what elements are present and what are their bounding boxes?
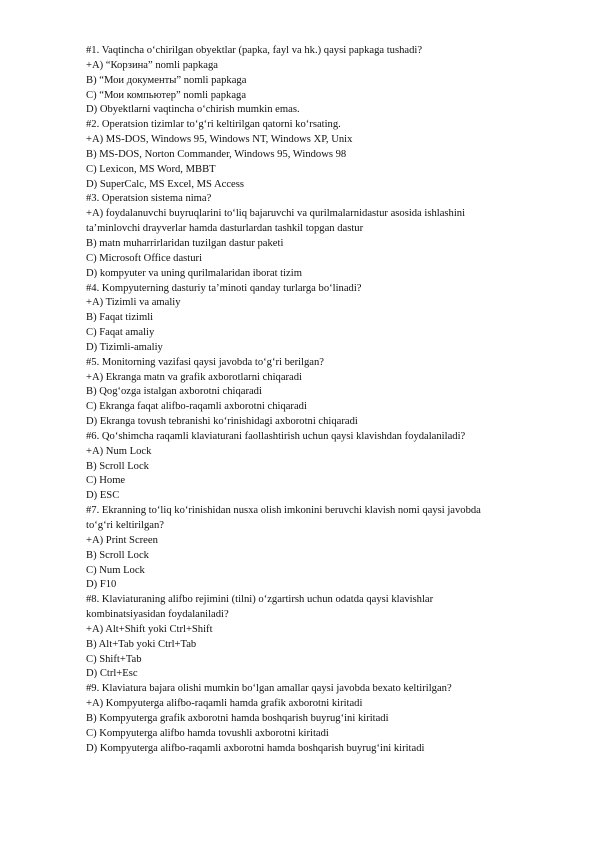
question-3-option-b: B) matn muharrirlaridan tuzilgan dastur paketi xyxy=(86,237,284,249)
question-7-text-line-1: #7. Ekranning to‘liq ko‘rinishidan nusxa olish imkonini beruvchi klavish nomi qaysi javobda xyxy=(86,505,481,517)
question-7-option-a: +A) Print Screen xyxy=(86,534,158,546)
question-1-option-c: C) “Мои компьютер” nomli papkaga xyxy=(86,89,247,101)
question-8-option-b: B) Alt+Tab yoki Ctrl+Tab xyxy=(86,638,197,650)
question-3-option-c: C) Microsoft Office dasturi xyxy=(86,252,203,264)
question-9-option-a: +A) Kompyuterga alifbo-raqamli hamda grafik axborotni kiritadi xyxy=(86,698,363,710)
question-7-option-b: B) Scroll Lock xyxy=(86,549,149,561)
question-4-option-b: B) Faqat tizimli xyxy=(86,312,154,324)
question-6-option-a: +A) Num Lock xyxy=(86,445,152,457)
question-9-option-b: B) Kompyuterga grafik axborotni hamda boshqarish buyrug‘ini kiritadi xyxy=(86,712,389,724)
question-9-option-c: C) Kompyuterga alifbo hamda tovushli axborotni kiritadi xyxy=(86,727,329,739)
question-8-option-d: D) Ctrl+Esc xyxy=(86,668,138,680)
question-3-option-a-line-1: +A) foydalanuvchi buyruqlarini to‘liq bajaruvchi va qurilmalarnidastur asosida ishlashini xyxy=(86,208,466,220)
question-9-text: #9. Klaviatura bajara olishi mumkin bo‘lgan amallar qaysi javobda bexato keltirilgan? xyxy=(86,683,452,695)
question-7-option-d: D) F10 xyxy=(86,579,117,591)
question-5-text: #5. Monitorning vazifasi qaysi javobda to‘g‘ri berilgan? xyxy=(86,356,325,368)
document-page xyxy=(86,44,566,757)
question-5-option-b: B) Qog‘ozga istalgan axborotni chiqaradi xyxy=(86,386,262,398)
question-5-option-a: +A) Ekranga matn va grafik axborotlarni chiqaradi xyxy=(86,371,302,383)
question-5-option-d: D) Ekranga tovush tebranishi ko‘rinishidagi axborotni chiqaradi xyxy=(86,416,358,428)
question-1-text: #1. Vaqtincha o‘chirilgan obyektlar (papka, fayl va hk.) qaysi papkaga tushadi? xyxy=(86,45,423,56)
question-2-option-b: B) MS-DOS, Norton Commander, Windows 95, Windows 98 xyxy=(86,148,347,160)
question-2-option-d: D) SuperCalc, MS Excel, MS Access xyxy=(86,178,245,190)
question-4-option-a: +A) Tizimli va amaliy xyxy=(86,297,181,309)
question-3-option-a-line-2: ta’minlovchi drayverlar hamda dasturlardan tashkil topgan dastur xyxy=(86,223,364,235)
question-3-option-d: D) kompyuter va uning qurilmalaridan iborat tizim xyxy=(86,267,302,279)
question-6-option-c: C) Home xyxy=(86,475,126,487)
question-2-option-a: +A) MS-DOS, Windows 95, Windows NT, Windows XP, Unix xyxy=(86,134,353,146)
question-8-text-line-2: kombinatsiyasidan foydalaniladi? xyxy=(86,609,229,621)
question-3-text: #3. Operatsion sistema nima? xyxy=(86,193,212,205)
question-2-option-c: C) Lexicon, MS Word, MBBT xyxy=(86,163,216,175)
question-2-text: #2. Operatsion tizimlar to‘g‘ri keltirilgan qatorni ko‘rsating. xyxy=(86,119,341,131)
question-1-option-a: +A) “Корзина” nomli papkaga xyxy=(86,59,219,71)
question-4-option-d: D) Tizimli-amaliy xyxy=(86,341,163,353)
question-9-option-d: D) Kompyuterga alifbo-raqamli axborotni hamda boshqarish buyrug‘ini kiritadi xyxy=(86,742,425,754)
question-8-option-c: C) Shift+Tab xyxy=(86,653,142,665)
question-4-text: #4. Kompyuterning dasturiy ta’minoti qanday turlarga bo‘linadi? xyxy=(86,282,362,294)
question-7-text-line-2: to‘g‘ri keltirilgan? xyxy=(86,520,164,531)
question-4-option-c: C) Faqat amaliy xyxy=(86,327,155,339)
question-6-option-b: B) Scroll Lock xyxy=(86,460,149,472)
question-1-option-d: D) Obyektlarni vaqtincha o‘chirish mumkin emas. xyxy=(86,104,300,116)
question-8-option-a: +A) Alt+Shift yoki Ctrl+Shift xyxy=(86,623,213,635)
question-8-text-line-1: #8. Klaviaturaning alifbo rejimini (tilni) o‘zgartirsh uchun odatda qaysi klavishlar xyxy=(86,594,434,606)
question-6-option-d: D) ESC xyxy=(86,490,120,502)
question-6-text: #6. Qo‘shimcha raqamli klaviaturani faollashtirish uchun qaysi klavishdan foydalaniladi? xyxy=(86,430,466,442)
question-7-option-c: C) Num Lock xyxy=(86,564,145,576)
question-1-option-b: B) “Мои документы” nomli papkaga xyxy=(86,74,247,86)
question-5-option-c: C) Ekranga faqat alifbo-raqamli axborotni chiqaradi xyxy=(86,401,307,413)
